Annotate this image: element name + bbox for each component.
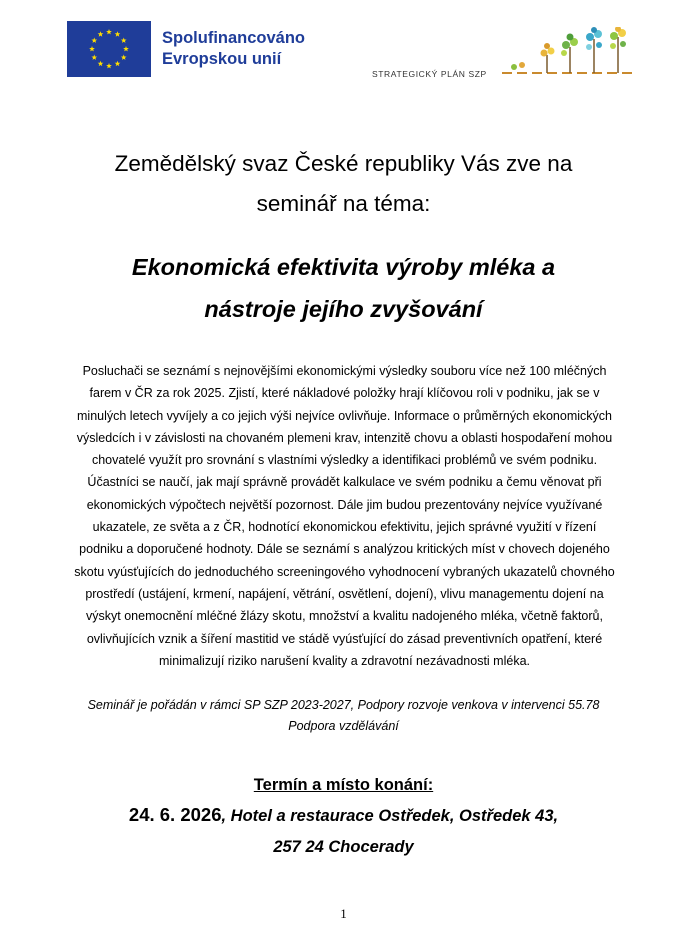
page-number: 1 bbox=[340, 906, 347, 921]
eu-flag-icon bbox=[67, 21, 151, 77]
eu-text-line2: Evropskou unií bbox=[162, 50, 282, 68]
invitation-intro bbox=[40, 144, 647, 224]
title-line2: nástroje jejího zvyšování bbox=[204, 296, 483, 322]
strategic-plan-logo bbox=[372, 27, 632, 82]
eu-star-icon bbox=[89, 46, 95, 51]
strategic-plan-label: STRATEGICKÝ PLÁN SZP bbox=[372, 69, 487, 79]
eu-star-icon bbox=[121, 38, 127, 43]
seminar-description bbox=[68, 360, 621, 672]
eu-star-icon bbox=[98, 31, 104, 36]
eu-star-icon bbox=[115, 61, 121, 66]
eu-text-line1: Spolufinancováno bbox=[162, 29, 306, 47]
eu-star-icon bbox=[91, 38, 97, 43]
title-line1: Ekonomická efektivita výroby mléka a bbox=[131, 254, 556, 280]
body-line: farem v ČR za rok 2025. Zjistí, které nákladové položky hrají klíčovou roli v podniku, jak se v bbox=[89, 386, 600, 401]
body-line: prostředí (ustájení, krmení, napájení, větrání, osvětlení, dojení), vlivu managementu dojení na bbox=[85, 586, 604, 601]
body-line: podniku a doporučené hodnoty. Dále se seznámí s analýzou kritických míst v chovech dojeného bbox=[79, 542, 610, 557]
eu-star-icon bbox=[115, 31, 121, 36]
body-line: Posluchači se seznámí s nejnovějšími ekonomickými výsledky souboru více než 100 mléčných bbox=[82, 364, 607, 378]
term-date-place bbox=[40, 804, 647, 826]
intro-line2: seminář na téma: bbox=[256, 191, 431, 216]
body-line: minimalizují riziko narušení kvality a zdravotní nezávadnosti mléka. bbox=[159, 653, 530, 668]
trees-icon bbox=[502, 27, 632, 82]
eu-star-icon bbox=[98, 61, 104, 66]
event-place: , Hotel a restaurace Ostředek, Ostředek 43, bbox=[221, 807, 559, 825]
note-line1: Seminář je pořádán v rámci SP SZP 2023-2027, Podpory rozvoje venkova v intervenci 55.78 bbox=[87, 698, 600, 712]
body-line: skotu vyúsťujících do jednoduchého screeningového vyhodnocení vybraných ukazatelů chovného bbox=[74, 564, 615, 579]
body-line: Účastníci se naučí, jak mají správně provádět kalkulace ve svém podniku a čemu věnovat při bbox=[87, 475, 602, 490]
event-date: 24. 6. 2026 bbox=[128, 804, 222, 825]
eu-cofinancing-text bbox=[162, 28, 305, 70]
funding-note bbox=[60, 695, 627, 737]
eu-cofinancing-logo bbox=[67, 21, 305, 77]
term-heading: Termín a místo konání: bbox=[253, 776, 434, 794]
intro-line1: Zemědělský svaz České republiky Vás zve na bbox=[114, 151, 573, 176]
eu-star-icon bbox=[91, 55, 97, 60]
body-line: ekonomických výpočtech největší pozornost. Dále jim budou prezentovány nejvíce využívané bbox=[86, 497, 603, 512]
body-line: ukazatele, ze světa a z ČR, hodnotící ekonomickou efektivitu, jejich správné využití v řízení bbox=[92, 520, 597, 535]
eu-star-icon bbox=[121, 55, 127, 60]
body-line: výskyt onemocnění mléčné žlázy skotu, množství a kvalitu nadojeného mléka, včetně faktorů, bbox=[86, 609, 603, 624]
event-place-line2: 257 24 Chocerady bbox=[273, 838, 414, 856]
body-line: výsledcích i v závislosti na chovaném plemeni krav, intenzitě chovu a oblasti hospodaření mohou bbox=[76, 430, 613, 445]
body-line: chovatelé využít pro srovnání s vlastními výsledky a identifikaci problémů ve svém podniku. bbox=[91, 453, 598, 468]
seminar-title bbox=[40, 246, 647, 330]
body-line: minulých letech vyvíjely a co jejich výši nejvíce ovlivňuje. Informace o průměrných ekonomických bbox=[77, 408, 612, 423]
body-line: ovlivňujících vznik a šíření mastitid ve stádě vyúsťující do zásad preventivních opatření, které bbox=[86, 631, 603, 646]
eu-star-icon bbox=[123, 46, 129, 51]
eu-star-icon bbox=[106, 63, 112, 68]
note-line2: Podpora vzdělávání bbox=[288, 719, 399, 733]
eu-star-icon bbox=[106, 29, 112, 34]
